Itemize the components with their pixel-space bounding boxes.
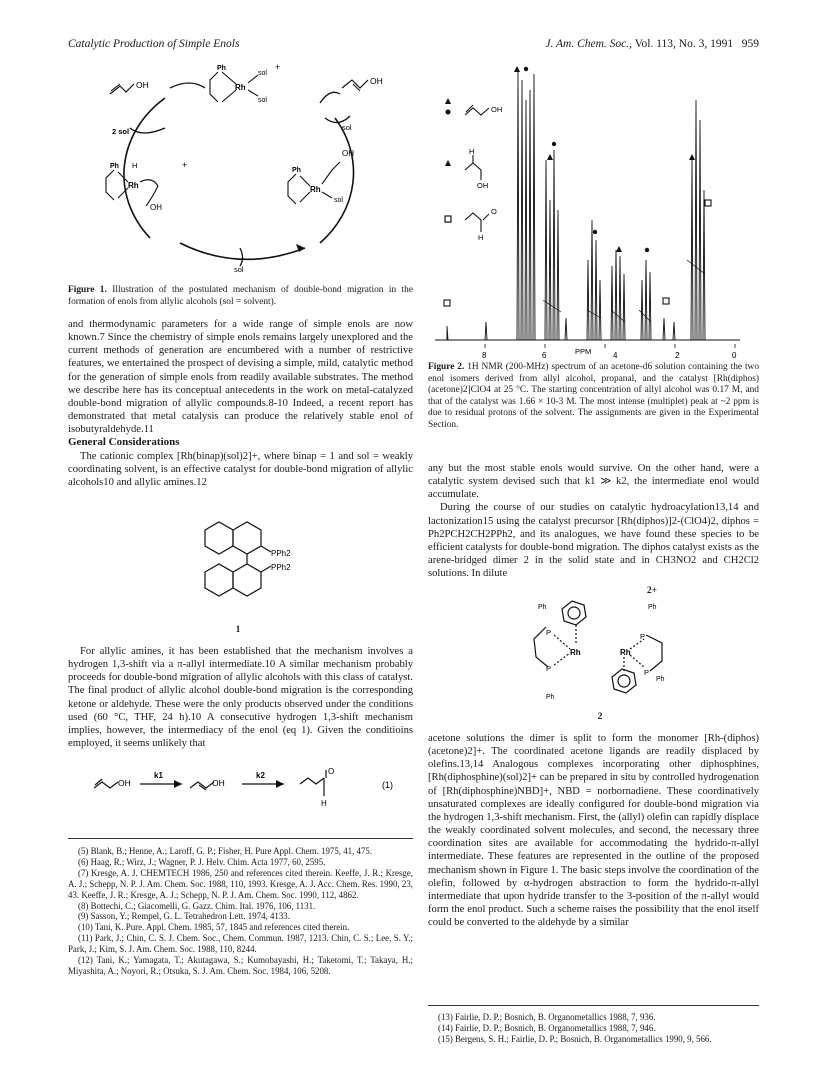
svg-text:Ph: Ph	[546, 694, 555, 701]
compound2-charge: 2+	[646, 586, 658, 596]
left-column	[68, 318, 413, 489]
figure1-caption	[68, 285, 413, 308]
paragraph: acetone solutions the dimer is split to form the monomer [Rh-(diphos)(acetone)2]+. The coordinated acetone ligands are readily displaced by olefins.13,14 Analogous complexes incorporating other diphosphines, [Rh(diphosphine)(sol)2]+ can be prepared in situ by controlled hydrogenation of [Rh(diphosphine)NBD]+, NBD = norbornadiene. These coordinatively unsaturated complexes are ideally configured for double-bond migration via the hydrogen 1,3-shift mechanism. First, the (allyl) olefin can rapidly displace the weakly coordinated solvent molecules, and second, the necessary three coordination sites are available for accommodating the hydrido-π-allyl intermediate. These features are represented in the outline of the proposed mechanism shown in Figure 1. The basic steps involve the coordination of the olefin, followed by α-hydrogen abstraction to form the hydrido-π-allyl intermediate that upon hydride transfer to the 3-position of the π-allyl would form the enol product. Such a scheme raises the possibility that the enol itself could be converted to the aldehyde by a similar	[428, 733, 759, 929]
svg-text:0: 0	[732, 351, 737, 360]
svg-text:OH: OH	[477, 181, 489, 190]
volume-info: Vol. 113, No. 3, 1991	[634, 38, 734, 50]
svg-text:k2: k2	[256, 771, 265, 780]
svg-text:6: 6	[542, 351, 547, 360]
paragraph: and thermodynamic parameters for a wide range of simple enols are now known.7 Since the chemistry of simple enols remains largely unexplored and the current methods of generation are encumbered with a number of restrictive features, we entertained the prospect of devising a simple, mild, catalytic method for the generation of simple enols from readily available substrates. The method we describe here has its conceptual antecedents in the work on metal-catalyzed double-bond migration of allylic compounds.8-10 Indeed, a recent report has demonstrated that metal catalysis can produce the relatively stable enol of isobutyraldehyde.11	[68, 319, 413, 436]
svg-text:4: 4	[613, 351, 618, 360]
figure1-scheme	[70, 58, 415, 280]
triangle-marker-icon	[445, 160, 451, 166]
reference: (7) Kresge, A. J. CHEMTECH 1986, 250 and references cited therein. Keeffe, J. R.; Kresge, A. J.; Schepp, N. P. J. Am. Chem. Soc. 1988, 110, 1993. Kresge, A. J. Acc. Chem. Res. 1990, 23, 43. Keeffe, J. R.; Kresge, A. J.; Schepp, N. P. J. Am. Chem. Soc. 1990, 112, 4862.	[68, 867, 413, 900]
svg-text:sol: sol	[258, 97, 267, 104]
svg-text:P: P	[640, 632, 646, 641]
svg-text:OH: OH	[370, 76, 383, 86]
svg-text:OH: OH	[212, 778, 225, 788]
svg-text:+: +	[182, 160, 188, 170]
reference: (11) Park, J.; Chin, C. S. J. Chem. Soc., Chem. Commun. 1987, 1213. Chin, C. S.; Lee, S. Y.; Park, J.; Kim, S. J. Am. Chem. Soc. 1988, 110, 8244.	[68, 933, 413, 955]
svg-text:OH: OH	[136, 80, 149, 90]
right-references	[428, 1012, 759, 1045]
svg-text:Ph: Ph	[110, 163, 119, 170]
reference: (10) Tani, K. Pure. Appl. Chem. 1985, 57, 1845 and references cited therein.	[78, 922, 350, 933]
reference: (9) Sasson, Y.; Rempel, G. L. Tetrahedron Lett. 1974, 4133.	[78, 911, 290, 922]
svg-text:sol: sol	[342, 123, 352, 132]
svg-text:P: P	[546, 628, 552, 637]
footnote-rule	[68, 838, 413, 839]
svg-text:sol: sol	[258, 70, 267, 77]
running-head-title: Catalytic Production of Simple Enols	[68, 38, 240, 50]
svg-text:8: 8	[482, 351, 487, 360]
svg-text:Rh: Rh	[310, 185, 321, 194]
svg-text:PPh2: PPh2	[271, 549, 291, 558]
svg-text:P: P	[546, 664, 552, 673]
svg-text:sol: sol	[334, 197, 343, 204]
figure2-label: Figure 2.	[428, 362, 465, 372]
running-head-journal	[545, 38, 759, 50]
svg-text:H: H	[321, 799, 327, 808]
svg-text:(1): (1)	[382, 780, 393, 790]
svg-text:Rh: Rh	[570, 648, 581, 657]
svg-text:sol: sol	[234, 265, 244, 274]
reference: (14) Fairlie, D. P.; Bosnich, B. Organometallics 1988, 7, 946.	[438, 1022, 656, 1033]
svg-text:OH: OH	[342, 149, 354, 158]
figure2-caption	[428, 362, 759, 432]
paragraph: During the course of our studies on catalytic hydroacylation13,14 and lactonization15 using the catalyst precursor [Rh(diphos)]2-(ClO4)2, diphos = Ph2PCH2CH2PPh2, and its analogues, we have found these species to be efficient catalysts for double-bond migration. The diphos catalyst exists as the arene-bridged dimer 2 in the solid state and in CH3NO2 and CH2Cl2 solutions. In dilute	[428, 502, 759, 580]
svg-text:2: 2	[675, 351, 680, 360]
left-column-continued	[68, 645, 413, 750]
svg-text:+: +	[275, 62, 281, 72]
svg-text:Ph: Ph	[292, 167, 301, 174]
svg-text:Rh: Rh	[128, 181, 139, 190]
svg-text:k1: k1	[154, 771, 163, 780]
figure1-caption-text: Illustration of the postulated mechanism of double-bond migration in the formation of enols from allylic alcohols (sol = solvent).	[68, 285, 414, 307]
compound1-label: 1	[235, 625, 241, 635]
square-marker-icon	[445, 216, 451, 222]
footnote-rule	[428, 1005, 759, 1006]
svg-text:P: P	[644, 668, 650, 677]
svg-text:OH: OH	[118, 778, 131, 788]
svg-text:Ph: Ph	[656, 676, 665, 683]
svg-text:Rh: Rh	[235, 83, 246, 92]
svg-text:Ph: Ph	[648, 604, 657, 611]
right-column-continued	[428, 732, 759, 929]
triangle-marker-icon	[445, 98, 451, 104]
svg-text:H: H	[469, 147, 475, 156]
figure2-caption-text: 1H NMR (200-MHz) spectrum of an acetone-d6 solution containing the two enol isomers derived from allyl alcohol, propanal, and the catalyst [Rh(diphos)(acetone)2]ClO4 at 25 °C. The starting concentration of allyl alcohol was 0.17 M, and that of the catalyst was 1.66 × 10-3 M. The most intense (multiplet) peak at ~2 ppm is due to residual protons of the solvent. The assignments are given in the Experimental Section.	[428, 362, 760, 430]
svg-text:OH: OH	[491, 105, 503, 114]
reference: (8) Bottechi, C.; Giacomelli, G. Gazz. Chim. Ital. 1976, 106, 1131.	[78, 900, 316, 911]
journal-name: J. Am. Chem. Soc.,	[545, 38, 633, 50]
reference: (6) Haag, R.; Wirz, J.; Wagner, P. J. Helv. Chim. Acta 1977, 60, 2595.	[78, 856, 326, 867]
compound2-structure	[520, 595, 680, 710]
svg-text:PPM: PPM	[575, 347, 592, 356]
svg-text:OH: OH	[150, 203, 162, 212]
compound1-structure	[185, 520, 305, 615]
paragraph: any but the most stable enols would survive. On the other hand, were a catalytic system devised such that k1 ≫ k2, the intermediate enol would accumulate.	[428, 463, 759, 501]
paragraph: The cationic complex [Rh(binap)(sol)2]+, where binap = 1 and sol = weakly coordinating solvent, is an effective catalyst for double-bond migration of allylic alcohols10 and allylic amines.12	[68, 450, 413, 488]
figure1-label: Figure 1.	[68, 285, 107, 295]
svg-text:PPh2: PPh2	[271, 563, 291, 572]
page-number: 959	[741, 38, 759, 50]
reference: (15) Bergens, S. H.; Fairlie, D. P.; Bosnich, B. Organometallics 1990, 9, 566.	[438, 1033, 712, 1044]
dot-marker-icon	[446, 110, 451, 115]
right-column	[428, 462, 759, 580]
left-references	[68, 846, 413, 977]
figure2-nmr-spectrum	[425, 60, 755, 360]
svg-text:O: O	[491, 207, 497, 216]
equation1	[92, 768, 412, 818]
section-heading: General Considerations	[68, 436, 180, 449]
svg-text:H: H	[132, 161, 138, 170]
svg-text:H: H	[478, 233, 484, 242]
reference: (5) Blank, B.; Henne, A.; Laroff, G. P.; Fisher, H. Pure Appl. Chem. 1975, 41, 475.	[78, 846, 373, 856]
paragraph: For allylic amines, it has been established that the mechanism involves a hydrogen 1,3-shift via a π-allyl intermediate.10 A similar mechanism probably proceeds for double-bond migration of allylic alcohols with this class of catalyst. The final product of allylic alcohol double-bond migration is the corresponding ketone or aldehyde. These were the only products observed under the conditions used (60 °C, THF, 24 h).10 A consecutive hydrogen 1,3-shift mechanism implies, however, the intermediacy of the enol (eq 1). Given the conditioins employed, it seems unlikely that	[68, 646, 413, 750]
svg-text:Rh: Rh	[620, 648, 631, 657]
compound2-label: 2	[597, 712, 603, 722]
svg-text:Ph: Ph	[217, 65, 226, 72]
reference: (12) Tani, K.; Yamagata, T.; Akutagawa, S.; Kumobayashi, H.; Taketomi, T.; Takaya, H.; Miyashita, A.; Noyori, R.; Otsuka, S. J. Am. Chem. Soc. 1984, 106, 5208.	[68, 955, 413, 976]
svg-text:2 sol: 2 sol	[112, 127, 130, 136]
svg-text:Ph: Ph	[538, 604, 547, 611]
svg-text:O: O	[328, 767, 335, 776]
reference: (13) Fairlie, D. P.; Bosnich, B. Organometallics 1988, 7, 936.	[438, 1012, 656, 1022]
